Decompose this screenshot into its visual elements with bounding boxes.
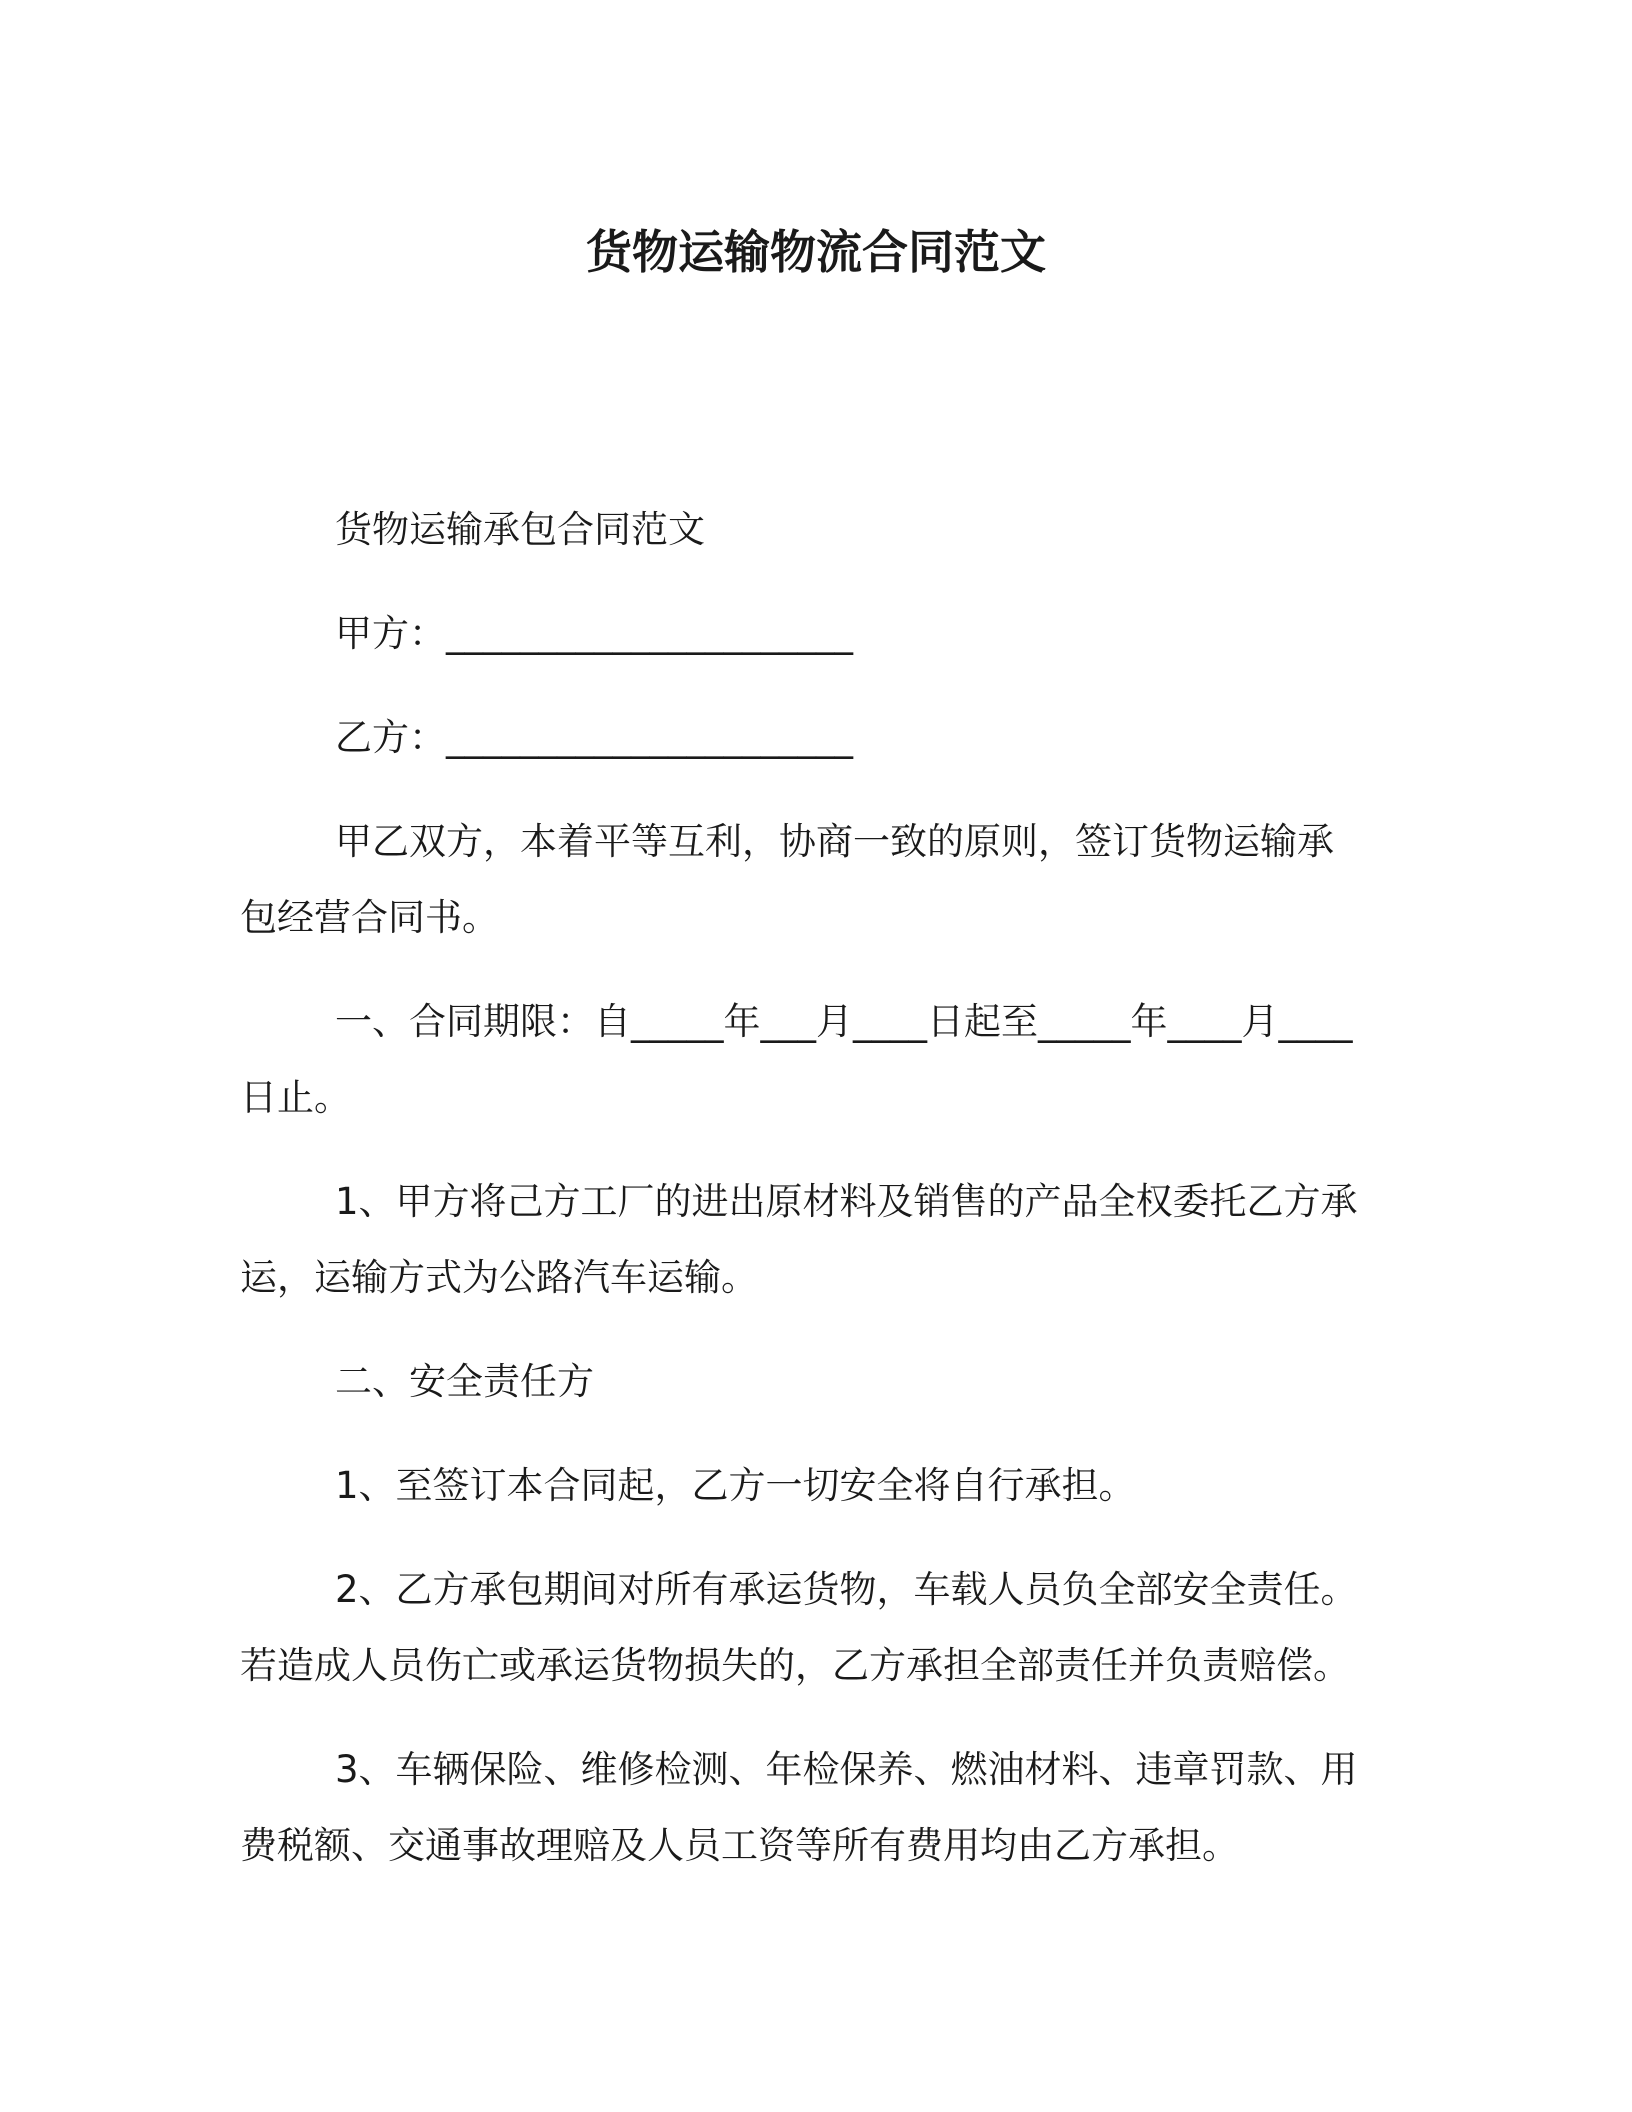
- paragraph-clause-1: 1、甲方将己方工厂的进出原材料及销售的产品全权委托乙方承运，运输方式为公路汽车运输。: [240, 1180, 1358, 1299]
- paragraph-safety-1: 1、至签订本合同起，乙方一切安全将自行承担。: [335, 1464, 1136, 1507]
- paragraph-party-a: 甲方：______________________: [335, 612, 853, 655]
- document-title: 货物运输物流合同范文: [586, 225, 1046, 279]
- paragraph-safety-2: 2、乙方承包期间对所有承运货物，车载人员负全部安全责任。若造成人员伤亡或承运货物损失的，乙方承担全部责任并负责赔偿。: [240, 1568, 1358, 1687]
- paragraph-preamble: 甲乙双方，本着平等互利，协商一致的原则，签订货物运输承包经营合同书。: [240, 820, 1334, 939]
- paragraph-subtitle: 货物运输承包合同范文: [335, 508, 705, 551]
- section-heading-safety: 二、安全责任方: [335, 1360, 594, 1403]
- document-body: [240, 492, 1370, 1912]
- paragraph-term: 一、合同期限：自_____年___月____日起至_____年____月____日止。: [240, 1000, 1353, 1119]
- paragraph-party-b: 乙方：______________________: [335, 716, 853, 759]
- paragraph-safety-3: 3、车辆保险、维修检测、年检保养、燃油材料、违章罚款、用费税额、交通事故理赔及人员工资等所有费用均由乙方承担。: [240, 1748, 1358, 1867]
